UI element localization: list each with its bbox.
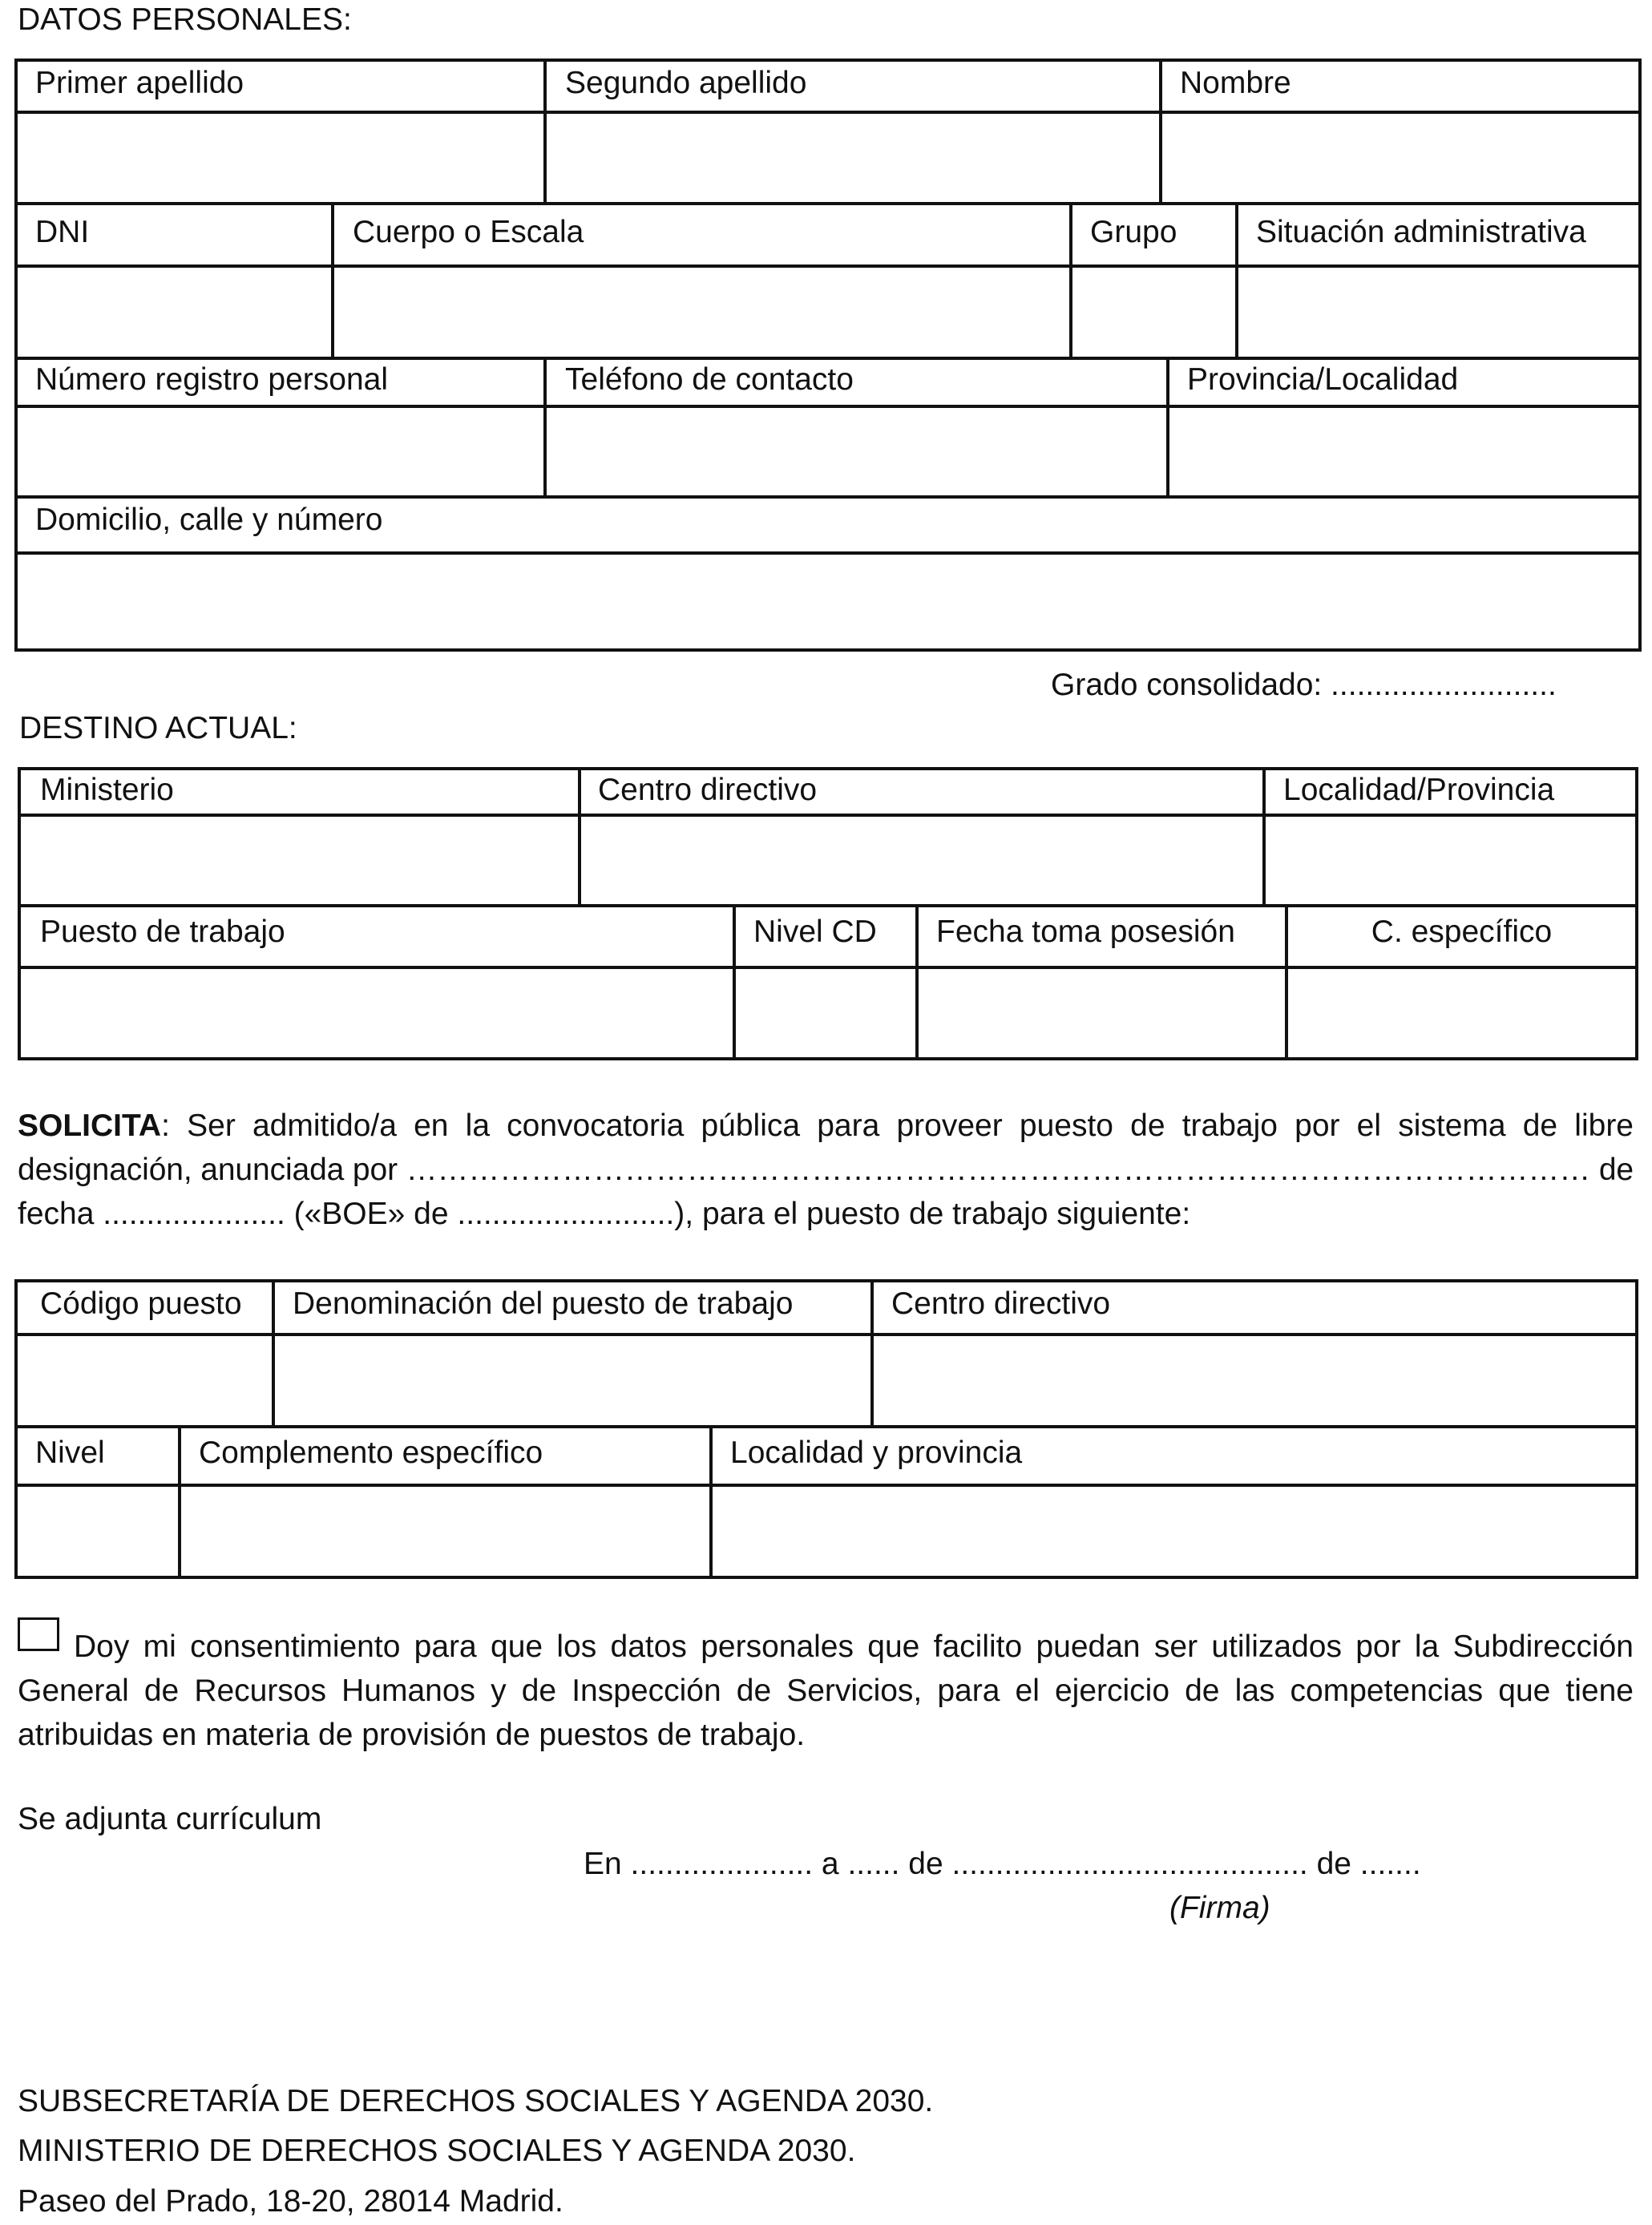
centro-directivo-field[interactable] [581,817,1262,904]
label-numero-registro: Número registro personal [35,362,389,397]
consent-paragraph: Doy mi consentimiento para que los datos personales que facilito puedan ser utilizados por la Subdirección General de Recursos Humanos y de Inspección de Servicios, para el ejercicio de las competencias que tiene atribuidas en materia de provisión de puestos de trabajo. [18,1629,1634,1752]
complemento-especifico-field[interactable] [181,1487,709,1576]
footer-ministerio: MINISTERIO DE DERECHOS SOCIALES Y AGENDA 2030. [18,2134,856,2168]
label-denominacion-puesto: Denominación del puesto de trabajo [293,1286,794,1321]
label-codigo-puesto: Código puesto [40,1286,242,1321]
grado-consolidado: Grado consolidado: .......................... [1051,668,1557,702]
label-centro-directivo-puesto: Centro directivo [891,1286,1111,1321]
firma-label: (Firma) [1169,1891,1270,1925]
nivel-field[interactable] [18,1487,178,1576]
footer-subsecretaria: SUBSECRETARÍA DE DERECHOS SOCIALES Y AGENDA 2030. [18,2084,934,2118]
label-segundo-apellido: Segundo apellido [565,66,807,100]
label-complemento-especifico: Complemento específico [199,1436,543,1470]
label-nivel: Nivel [35,1436,105,1470]
label-grupo: Grupo [1090,215,1177,249]
solicita-paragraph: SOLICITA: Ser admitido/a en la convocatoria pública para proveer puesto de trabajo por el sistema de libre designación, anunciada por …………………………………………………………………………………………………… de fecha ..................... («BOE» de .........................), para el puesto de trabajo siguiente: [18,1108,1634,1231]
centro-directivo-puesto-field[interactable] [874,1336,1635,1425]
label-nivel-cd: Nivel CD [753,915,877,949]
section-heading-destino-actual: DESTINO ACTUAL: [19,711,297,745]
telefono-field[interactable] [547,408,1166,495]
nombre-field[interactable] [1162,114,1638,202]
c-especifico-field[interactable] [1288,969,1635,1057]
label-localidad-y-provincia: Localidad y provincia [730,1436,1023,1470]
label-c-especifico: C. específico [1371,915,1553,949]
grupo-field[interactable] [1072,268,1235,357]
numero-registro-field[interactable] [18,408,543,495]
label-dni: DNI [35,215,90,249]
adjunta-curriculum: Se adjunta currículum [18,1802,322,1836]
fecha-lugar-line: En ..................... a ...... de ......................................... de ....... [584,1847,1421,1881]
label-telefono: Teléfono de contacto [565,362,854,397]
provincia-localidad-field[interactable] [1169,408,1638,495]
codigo-puesto-field[interactable] [18,1336,272,1425]
ministerio-field[interactable] [21,817,578,904]
label-situacion-administrativa: Situación administrativa [1256,215,1586,249]
dni-field[interactable] [18,268,331,357]
localidad-provincia-field[interactable] [1266,817,1635,904]
label-cuerpo-escala: Cuerpo o Escala [353,215,584,249]
label-primer-apellido: Primer apellido [35,66,244,100]
situacion-administrativa-field[interactable] [1238,268,1638,357]
label-domicilio: Domicilio, calle y número [35,503,383,537]
label-localidad-provincia: Localidad/Provincia [1283,773,1555,807]
puesto-trabajo-field[interactable] [21,969,733,1057]
label-provincia-localidad: Provincia/Localidad [1187,362,1459,397]
fecha-toma-posesion-field[interactable] [919,969,1285,1057]
label-nombre: Nombre [1180,66,1291,100]
segundo-apellido-field[interactable] [547,114,1159,202]
localidad-y-provincia-field[interactable] [713,1487,1635,1576]
denominacion-puesto-field[interactable] [275,1336,870,1425]
section-heading-datos-personales: DATOS PERSONALES: [18,2,352,37]
solicita-label: SOLICITA [18,1108,162,1143]
label-fecha-toma-posesion: Fecha toma posesión [936,915,1235,949]
label-centro-directivo: Centro directivo [598,773,818,807]
cuerpo-escala-field[interactable] [334,268,1069,357]
label-puesto-trabajo: Puesto de trabajo [40,915,285,949]
footer-direccion: Paseo del Prado, 18-20, 28014 Madrid. [18,2184,563,2219]
nivel-cd-field[interactable] [736,969,915,1057]
label-ministerio: Ministerio [40,773,174,807]
domicilio-field[interactable] [18,555,1638,648]
primer-apellido-field[interactable] [18,114,543,202]
